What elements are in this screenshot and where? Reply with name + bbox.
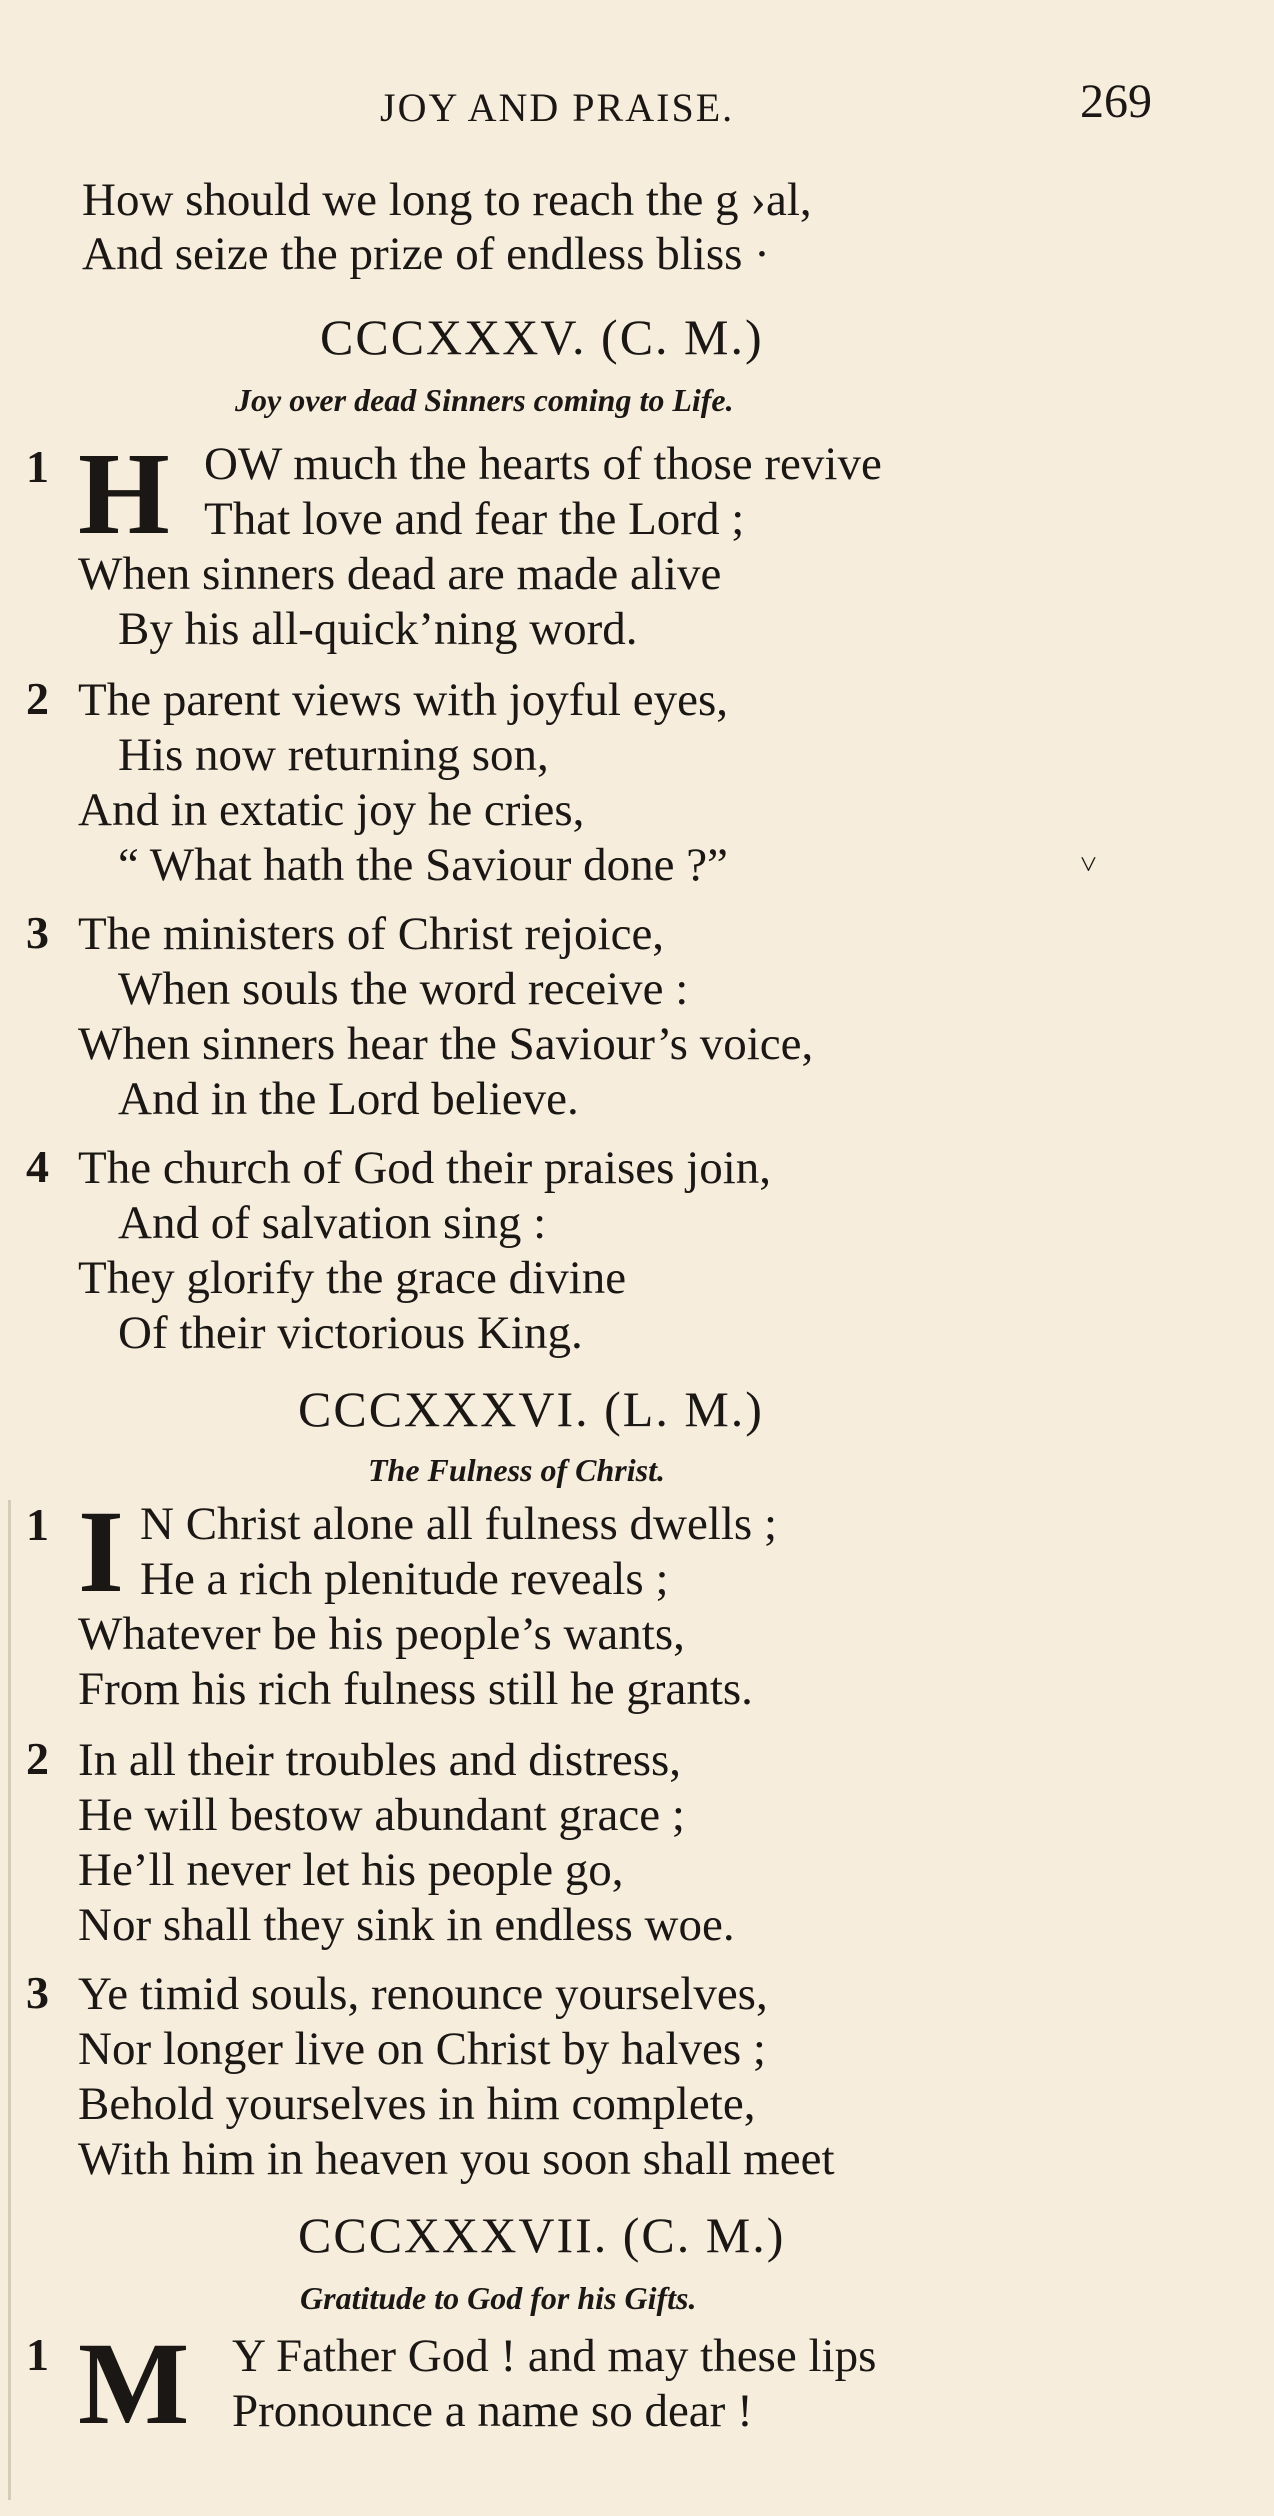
verse-line: With him in heaven you soon shall meet — [78, 2133, 835, 2185]
page-number: 269 — [1080, 75, 1152, 128]
verse-line: And in the Lord believe. — [118, 1073, 579, 1125]
verse-number: 1 — [26, 2329, 49, 2380]
drop-cap: M — [78, 2318, 190, 2449]
drop-cap: I — [78, 1486, 124, 1617]
verse-line: He’ll never let his people go, — [78, 1844, 624, 1896]
verse-line: The parent views with joyful eyes, — [78, 674, 728, 726]
verse-line: He will bestow abundant grace ; — [78, 1789, 685, 1841]
verse-line: Pronounce a name so dear ! — [232, 2385, 753, 2437]
verse-line: From his rich fulness still he grants. — [78, 1663, 753, 1715]
verse-line: Whatever be his people’s wants, — [78, 1608, 685, 1660]
verse-line: When souls the word receive : — [118, 963, 689, 1015]
verse-number: 4 — [26, 1141, 49, 1192]
verse-line: He a rich plenitude reveals ; — [140, 1553, 669, 1605]
verse-line: OW much the hearts of those revive — [204, 438, 882, 490]
verse-line: Y Father God ! and may these lips — [232, 2330, 877, 2382]
verse-line: By his all-quick’ning word. — [118, 603, 638, 655]
verse-number: 3 — [26, 907, 49, 958]
hymn-subtitle: The Fulness of Christ. — [368, 1452, 665, 1488]
hymn-title: CCCXXXVII. (C. M.) — [298, 2207, 786, 2263]
verse-number: 3 — [26, 1967, 49, 2018]
hymn-title: CCCXXXV. (C. M.) — [320, 309, 764, 365]
verse-line: Behold yourselves in him complete, — [78, 2078, 756, 2130]
verse-line: They glorify the grace divine — [78, 1252, 627, 1304]
verse-line: That love and fear the Lord ; — [204, 493, 745, 545]
verse-line: When sinners dead are made alive — [78, 548, 722, 600]
verse-line: The church of God their praises join, — [78, 1142, 772, 1194]
verse-line: Nor shall they sink in endless woe. — [78, 1899, 735, 1951]
verse-line: And in extatic joy he cries, — [78, 784, 585, 836]
intro-line-2: And seize the prize of endless bliss · — [82, 228, 770, 280]
verse-line: His now returning son, — [118, 729, 549, 781]
drop-cap: H — [78, 428, 170, 559]
verse-line: The ministers of Christ rejoice, — [78, 908, 665, 960]
hymn-title: CCCXXXVI. (L. M.) — [298, 1381, 764, 1437]
page-edge-shadow — [8, 1500, 11, 2500]
verse-number: 1 — [26, 441, 49, 492]
running-header: JOY AND PRAISE. — [380, 85, 735, 130]
verse-number: 2 — [26, 673, 49, 724]
verse-line: When sinners hear the Saviour’s voice, — [78, 1018, 814, 1070]
verse-line: “ What hath the Saviour done ?” — [118, 839, 728, 891]
hymn-subtitle: Joy over dead Sinners coming to Life. — [235, 382, 734, 418]
hymn-subtitle: Gratitude to God for his Gifts. — [300, 2280, 697, 2316]
verse-line: Of their victorious King. — [118, 1307, 583, 1359]
verse-line: Nor longer live on Christ by halves ; — [78, 2023, 766, 2075]
verse-line: And of salvation sing : — [118, 1197, 547, 1249]
verse-line: Ye timid souls, renounce yourselves, — [78, 1968, 768, 2020]
verse-number: 1 — [26, 1499, 49, 1550]
verse-number: 2 — [26, 1733, 49, 1784]
intro-line-1: How should we long to reach the g ›al, — [82, 174, 812, 226]
verse-line: N Christ alone all fulness dwells ; — [140, 1498, 778, 1550]
verse-line: In all their troubles and distress, — [78, 1734, 682, 1786]
margin-mark: ˅ — [1080, 848, 1097, 881]
